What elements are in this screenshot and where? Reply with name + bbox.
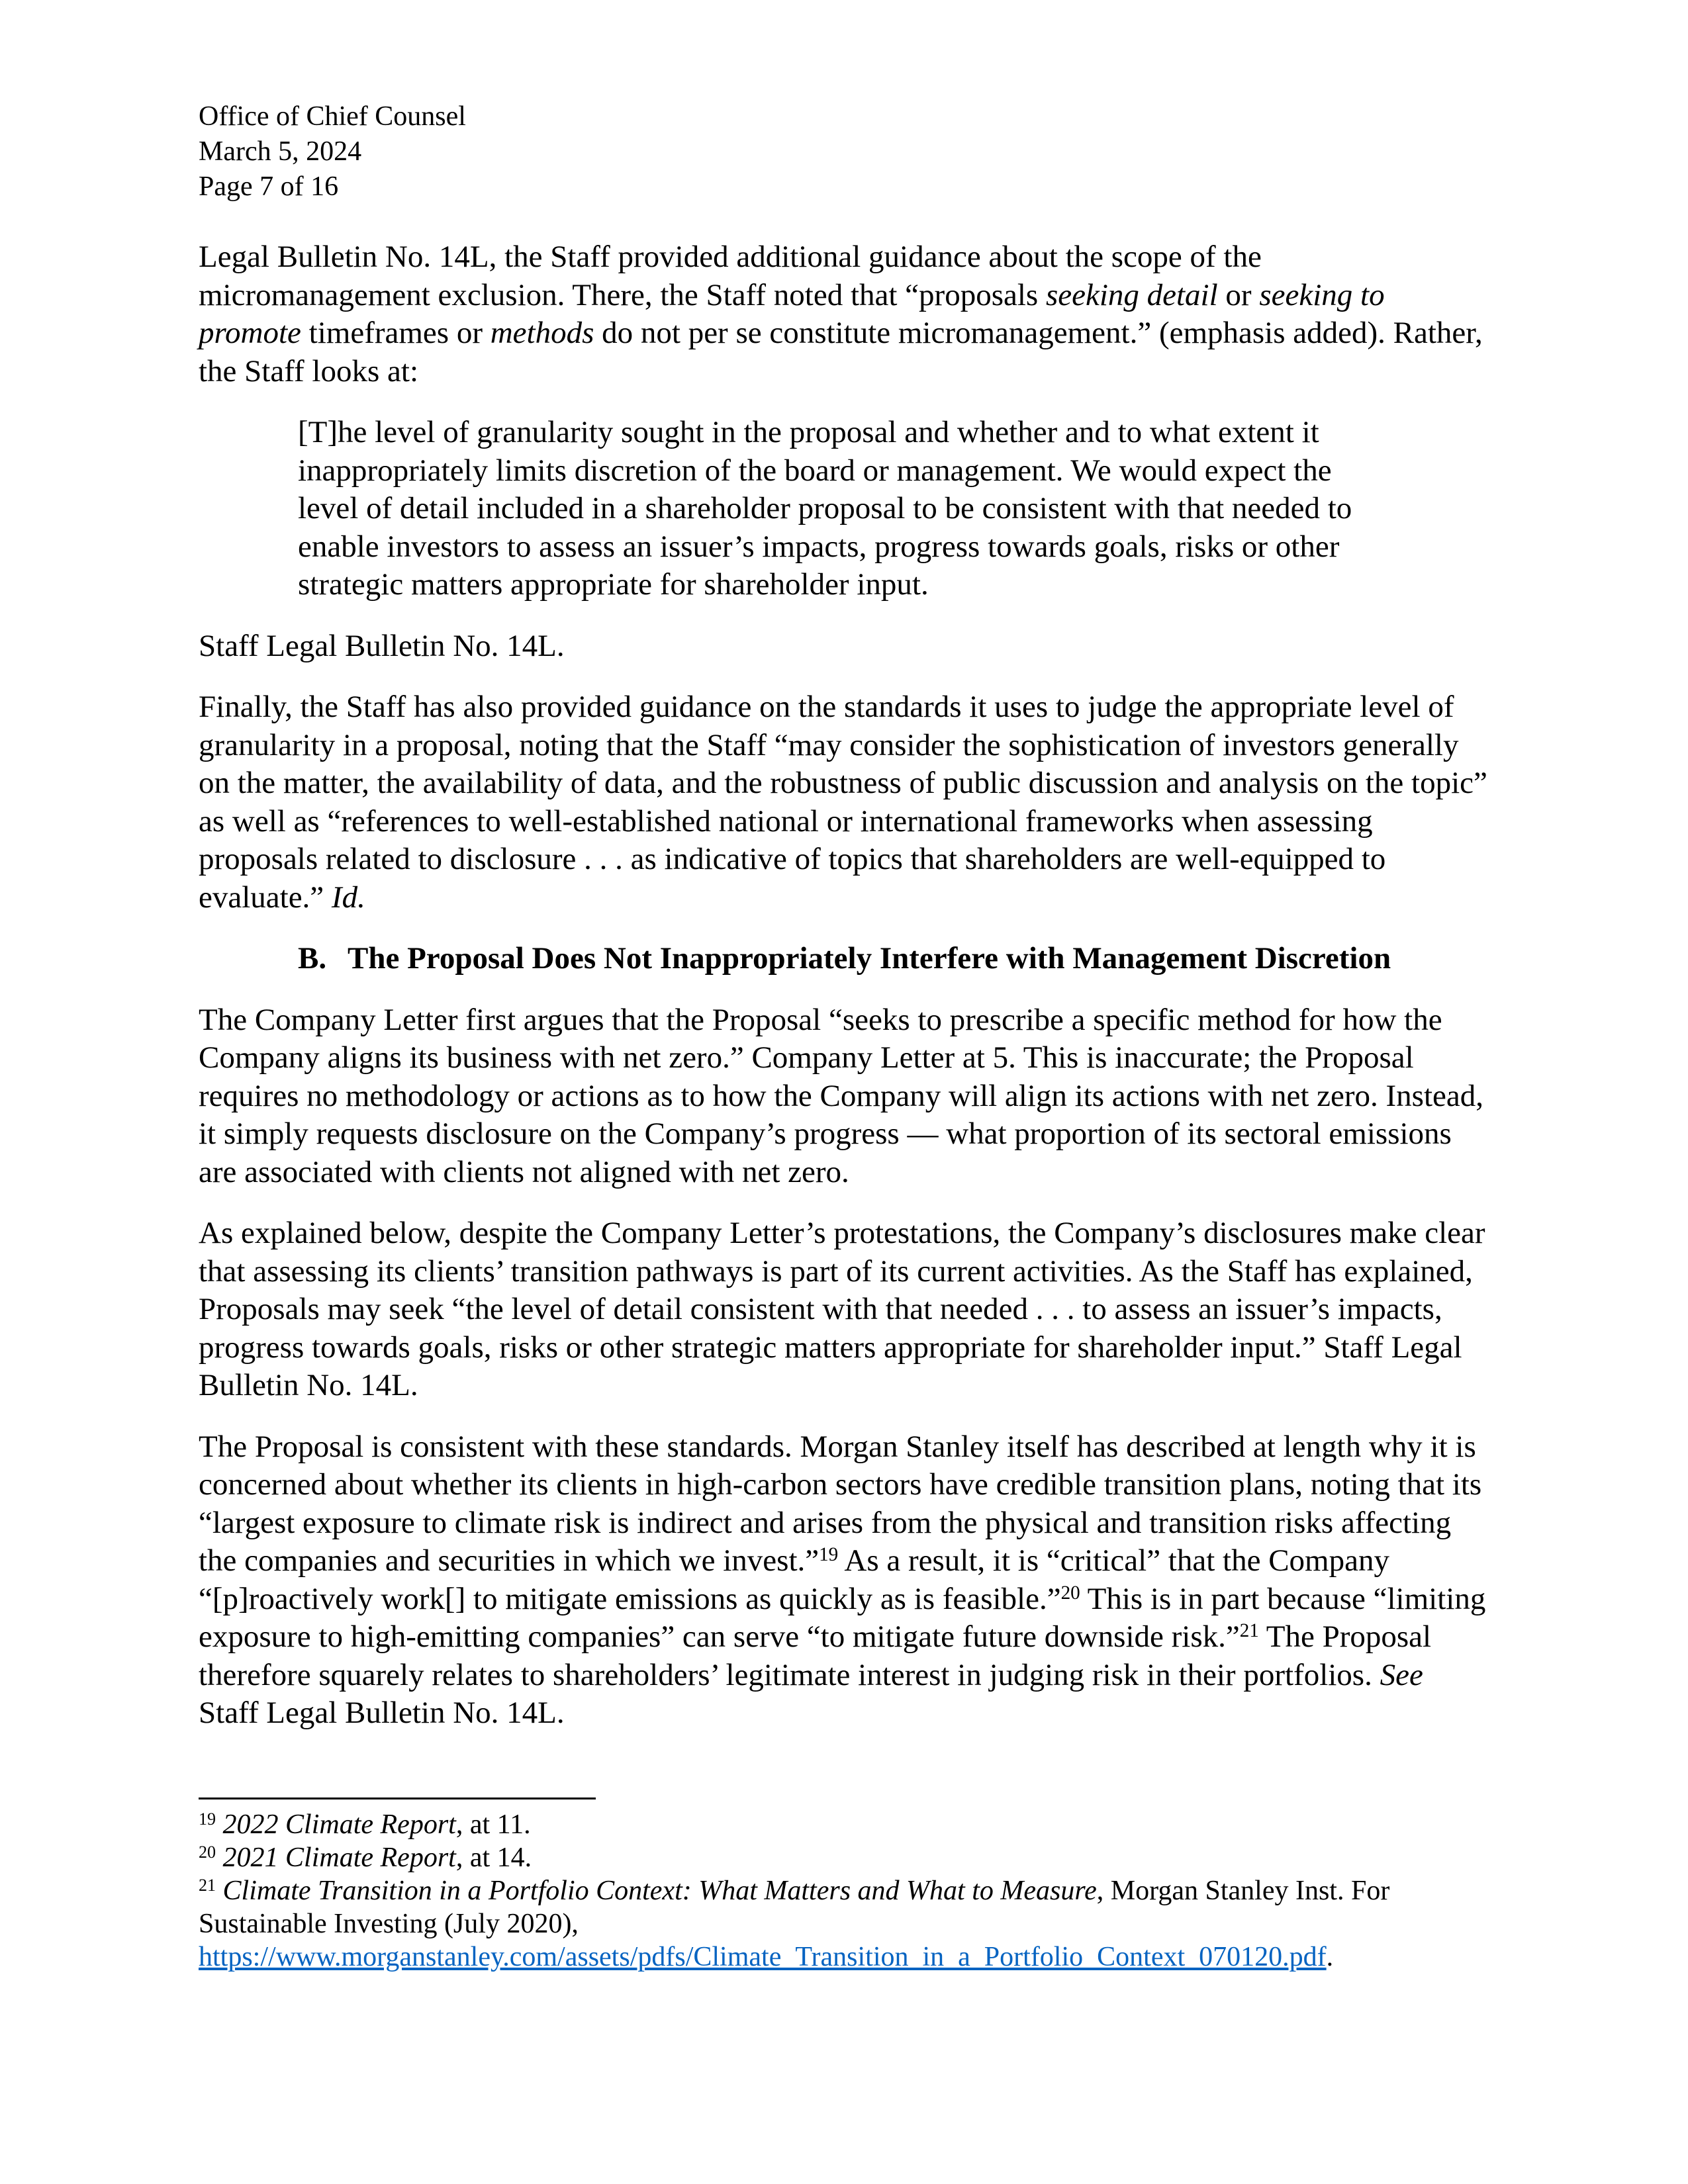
paragraph-text: Staff Legal Bulletin No. 14L. — [199, 1696, 565, 1730]
header-office: Office of Chief Counsel — [199, 101, 466, 132]
emphasis-text: methods — [490, 316, 594, 350]
footnote-number: 21 — [199, 1875, 216, 1895]
footnote-title: 2021 Climate Report — [222, 1843, 456, 1873]
paragraph-text: As a result, it is “critical” that the Company “[p]roactively work[] to mitigate emissions as quickly as is feasible.” — [199, 1543, 1389, 1616]
footnote-divider — [199, 1797, 596, 1799]
paragraph-text: do not per se constitute micromanagement.” (emphasis added). Rather, the Staff looks at: — [199, 316, 1483, 388]
footnote — [199, 1874, 1489, 1974]
footnote-text: . — [1326, 1942, 1334, 1972]
section-letter: B. — [298, 941, 327, 976]
section-heading — [199, 940, 1489, 978]
block-quote: [T]he level of granularity sought in the proposal and whether and to what extent it inappropriately limits discretion of the board or management. We would expect the level of detail included in a shareholder proposal to be consistent with that needed to enable investors to assess an issuer’s impacts, progress towards goals, risks or other strategic matters appropriate for shareholder input. — [298, 415, 1352, 602]
paragraph-consistency — [199, 1428, 1489, 1733]
header-page-number: Page 7 of 16 — [199, 171, 339, 202]
paragraph-text: This is in part because “limiting exposure to high-emitting companies” can serve “to mitigate future downside risk.” — [199, 1581, 1486, 1654]
paragraph-guidance — [199, 238, 1489, 390]
footnote-title: 2022 Climate Report — [222, 1809, 456, 1840]
emphasis-text: seeking to promote — [199, 277, 1385, 350]
footnote-title: Climate Transition in a Portfolio Context: What Matters and What to Measure — [222, 1876, 1097, 1906]
paragraph-text: timeframes or — [301, 316, 491, 350]
paragraph-company-letter: The Company Letter first argues that the Proposal “seeks to prescribe a specific method for how the Company aligns its business with net zero.” Company Letter at 5. This is inaccurate; the Proposal requires no methodology or actions as to how the Company will align its actions with net zero. Instead, it simply requests disclosure on the Company’s progress — what proportion of its sectoral emissions are associated with clients not aligned with net zero. — [199, 1002, 1483, 1189]
footnote-number: 19 — [199, 1809, 216, 1829]
footnote-ref[interactable]: 19 — [819, 1544, 839, 1566]
paragraph-text: The Proposal therefore squarely relates to shareholders’ legitimate interest in judging risk in their portfolios. — [199, 1619, 1432, 1692]
page-body — [199, 238, 1489, 1756]
footnotes — [199, 1808, 1489, 1974]
paragraph-text: Legal Bulletin No. 14L, the Staff provided additional guidance about the scope of the micromanagement exclusion. There, the Staff noted that “proposals — [199, 240, 1262, 312]
paragraph-text: Finally, the Staff has also provided guidance on the standards it uses to judge the appropriate level of granularity in a proposal, noting that the Staff “may consider the sophistication of investors generally on the matter, the availability of data, and the robustness of public discussion and analysis on the topic” as well as “references to well-established national or international frameworks when assessing proposals related to disclosure . . . as indicative of topics that shareholders are well-equipped to evaluate.” — [199, 690, 1487, 915]
footnote-ref[interactable]: 21 — [1239, 1620, 1259, 1642]
page-header — [199, 99, 466, 205]
footnote-text: , at 11. — [455, 1809, 531, 1840]
footnote-ref[interactable]: 20 — [1060, 1582, 1080, 1604]
paragraph-text: or — [1217, 277, 1260, 312]
emphasis-text: See — [1380, 1657, 1423, 1692]
section-title: The Proposal Does Not Inappropriately Interfere with Management Discretion — [348, 941, 1391, 976]
paragraph-disclosures: As explained below, despite the Company Letter’s protestations, the Company’s disclosures make clear that assessing its clients’ transition pathways is part of its current activities. As the Staff has explained, Proposals may seek “the level of detail consistent with that needed . . . to assess an issuer’s impacts, progress towards goals, risks or other strategic matters appropriate for shareholder input.” Staff Legal Bulletin No. 14L. — [199, 1216, 1485, 1402]
footnote-number: 20 — [199, 1842, 216, 1862]
citation: Staff Legal Bulletin No. 14L. — [199, 628, 565, 663]
emphasis-text: seeking detail — [1045, 277, 1218, 312]
paragraph-text: The Proposal is consistent with these standards. Morgan Stanley itself has described at length why it is concerned about whether its clients in high-carbon sectors have credible transition plans, noting that its “largest exposure to climate risk is indirect and arises from the physical and transition risks affecting the companies and securities in which we invest.” — [199, 1429, 1482, 1578]
footnote-link[interactable]: https://www.morganstanley.com/assets/pdfs/Climate_Transition_in_a_Portfolio_Context_070120.pdf — [199, 1942, 1327, 1972]
footnote-text: , at 14. — [455, 1843, 532, 1873]
citation-id: Id. — [331, 880, 365, 915]
paragraph-standards — [199, 688, 1489, 917]
header-date: March 5, 2024 — [199, 136, 362, 167]
footnote — [199, 1808, 1489, 1841]
footnote — [199, 1841, 1489, 1874]
footnote-text: , Morgan Stanley Inst. For Sustainable Investing (July 2020), — [199, 1876, 1390, 1939]
